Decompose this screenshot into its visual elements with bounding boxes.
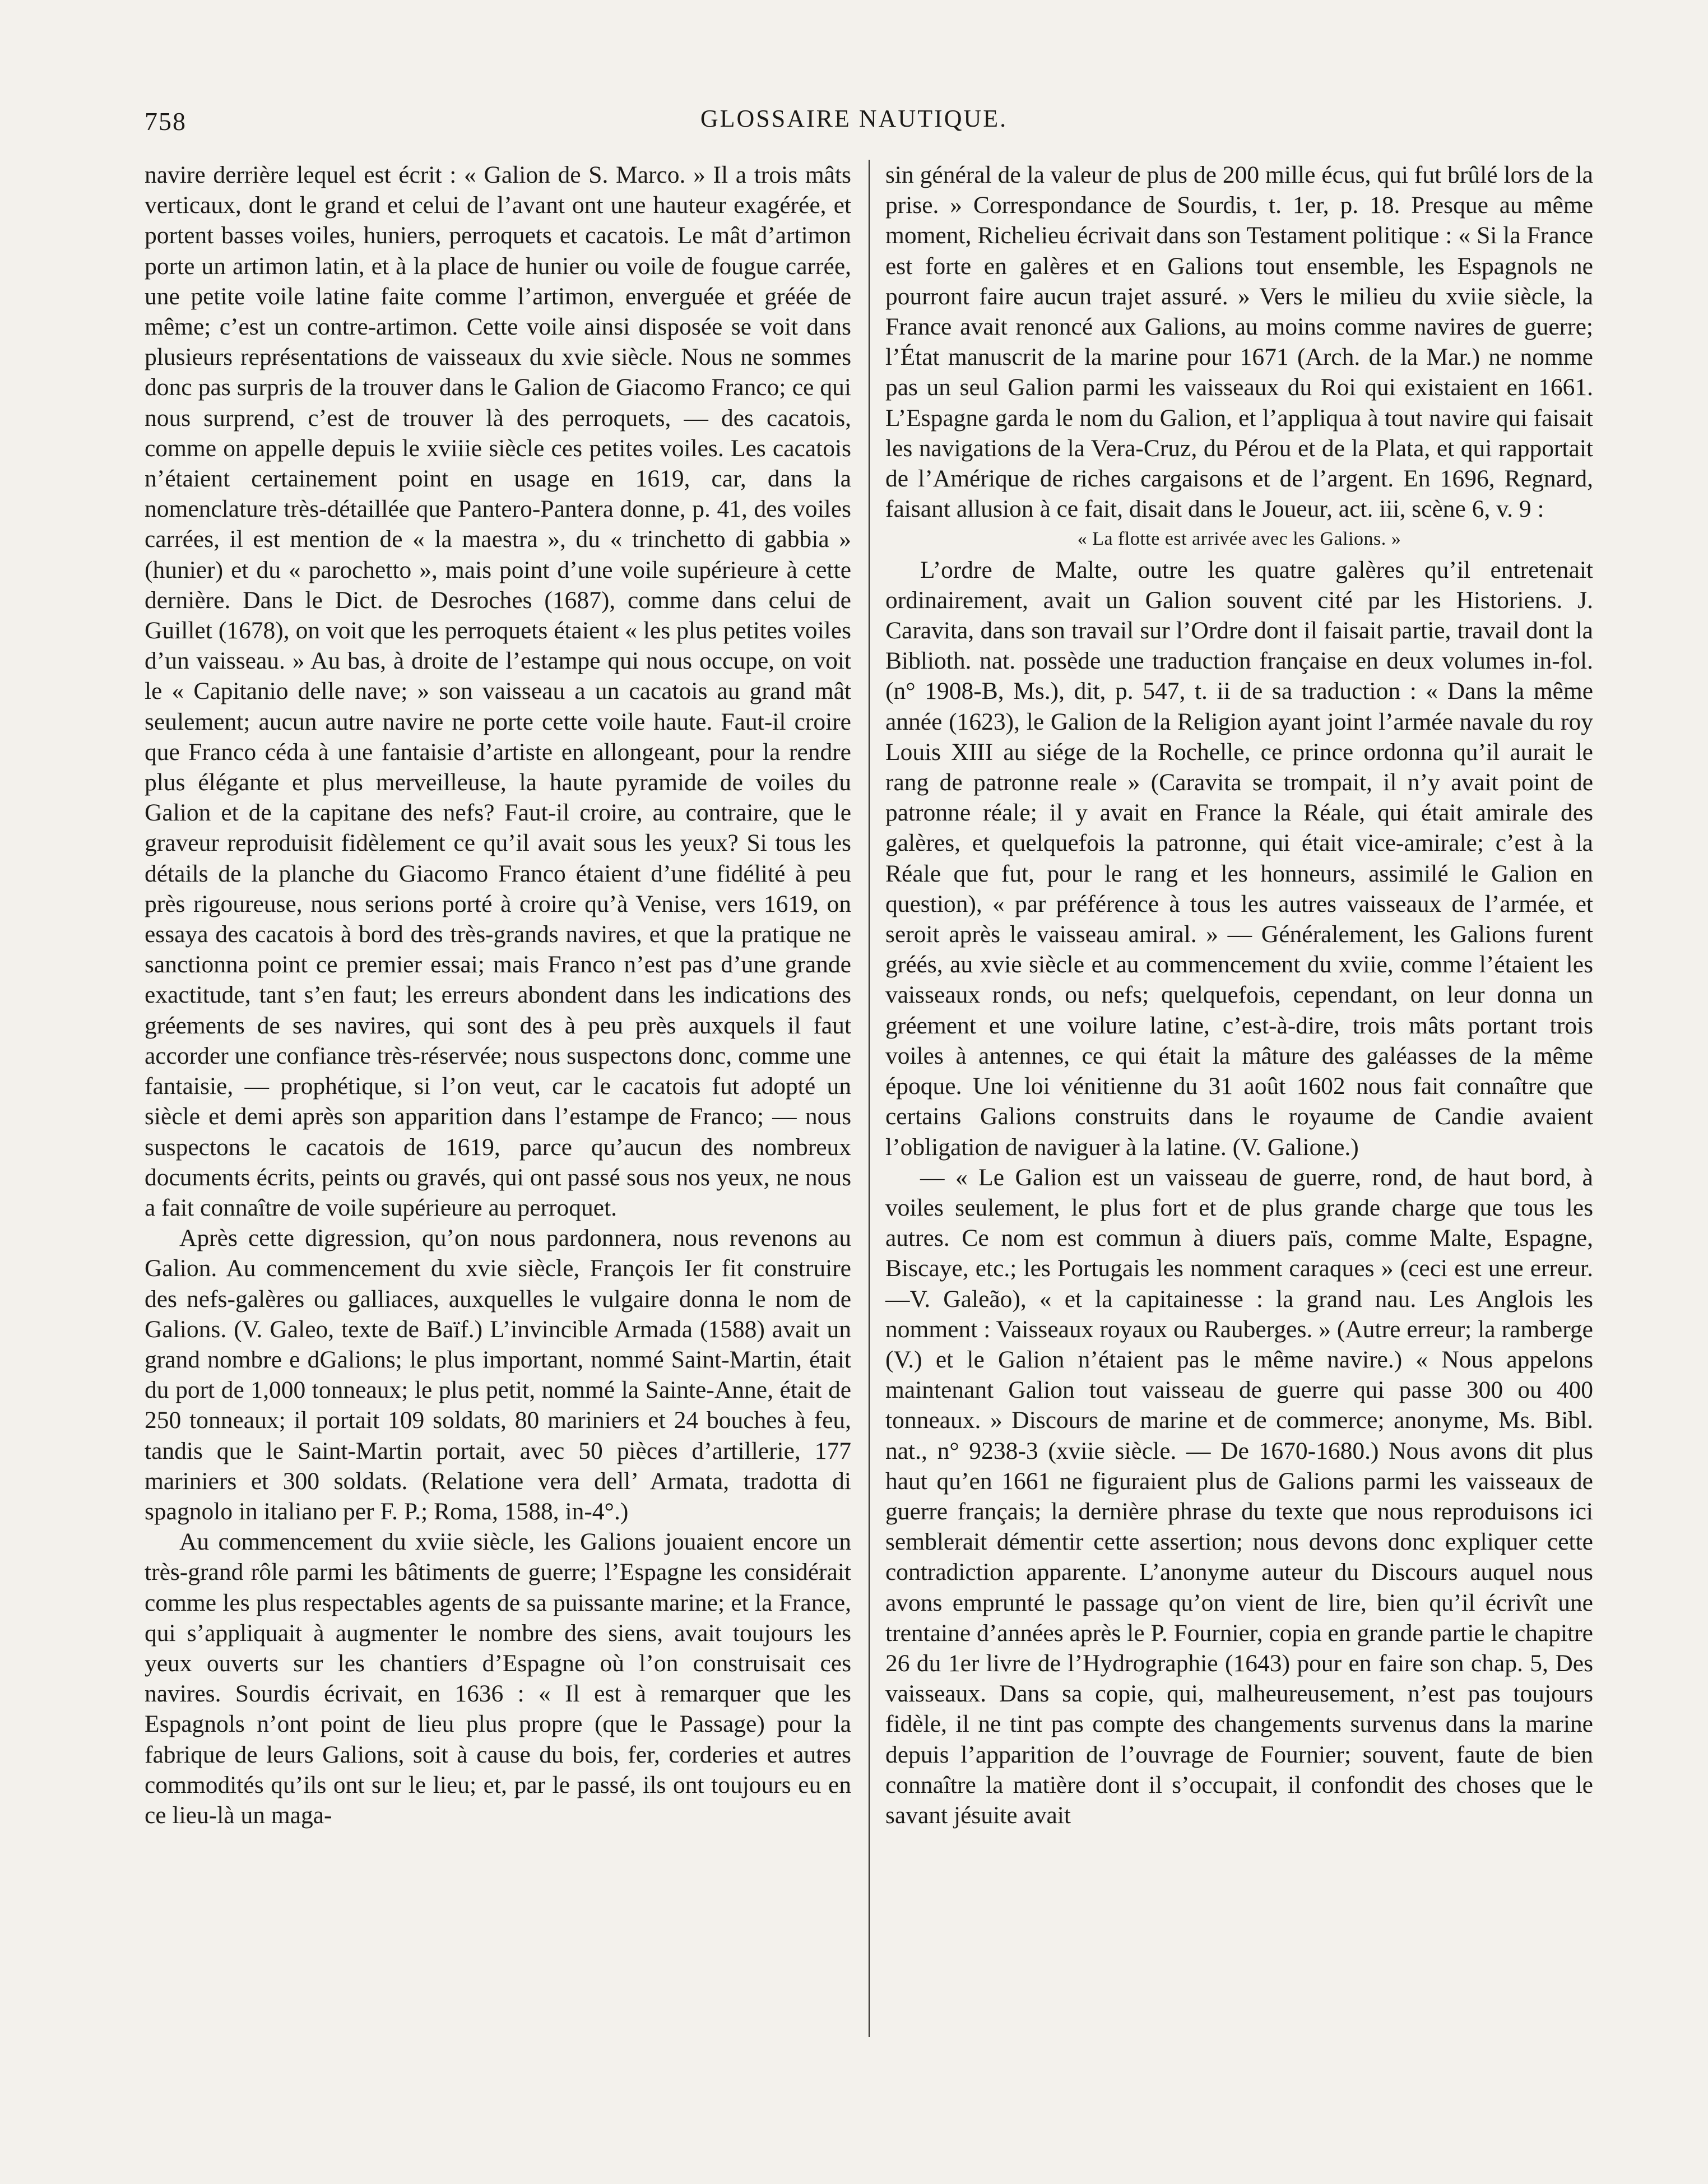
paragraph: Au commencement du xviie siècle, les Galions jouaient encore un très-grand rôle parmi les bâtiments de guerre; l’Espagne les considérait comme les plus respectables agents de sa puissante marine; et la France, qui s’appliquait à augmenter le nombre des siens, avait toujours les yeux ouverts sur les chantiers d’Espagne où l’on construisait ces navires. Sourdis écrivait, en 1636 : « Il est à remarquer que les Espagnols n’ont point de lieu plus propre (que le Passage) pour la fabrique de leurs Galions, soit à cause du bois, fer, corderies et autres commodités qu’ils ont sur le lieu; et, par le passé, ils ont toujours eu en ce lieu-là un maga- — [145, 1528, 851, 1829]
page-number: 758 — [145, 107, 187, 136]
left-column — [145, 160, 851, 1830]
verse-quotation: « La flotte est arrivée avec les Galions. » — [1077, 528, 1401, 550]
paragraph: navire derrière lequel est écrit : « Galion de S. Marco. » Il a trois mâts verticaux, dont le grand et celui de l’avant ont une hauteur exagérée, et portent basses voiles, huniers, perroquets et cacatois. Le mât d’artimon porte un artimon latin, et à la place de hunier ou voile de fougue carrée, une petite voile latine faite comme l’artimon, enverguée et gréée de même; c’est un contre-artimon. Cette voile ainsi disposée se voit dans plusieurs représentations de vaisseaux du xvie siècle. Nous ne sommes donc pas surpris de la trouver dans le Galion de Giacomo Franco; ce qui nous surprend, c’est de trouver là des perroquets, — des cacatois, comme on appelle depuis le xviiie siècle ces petites voiles. Les cacatois n’étaient certainement point en usage en 1619, car, dans la nomenclature très-détaillée que Pantero-Pantera donne, p. 41, des voiles carrées, il est mention de « la maestra », du « trinchetto di gabbia » (hunier) et du « parochetto », mais point d’une voile supérieure à cette dernière. Dans le Dict. de Desroches (1687), comme dans celui de Guillet (1678), on voit que les perroquets étaient « les plus petites voiles d’un vaisseau. » Au bas, à droite de l’estampe qui nous occupe, on voit le « Capitanio delle nave; » son vaisseau a un cacatois au grand mât seulement; aucun autre navire ne porte cette voile haute. Faut-il croire que Franco céda à une fantaisie d’artiste en allongeant, pour la rendre plus élégante et plus merveilleuse, la haute pyramide de voiles du Galion et de la capitane des nefs? Faut-il croire, au contraire, que le graveur reproduisit fidèlement ce qu’il avait sous les yeux? Si tous les détails de la planche du Giacomo Franco étaient d’une fidélité à peu près rigoureuse, nous serions porté à croire qu’à Venise, vers 1619, on essaya des cacatois à bord des très-grands navires, et que la pratique ne sanctionna point ce premier essai; mais Franco n’est pas d’une grande exactitude, tant s’en faut; les erreurs abondent dans les indications des gréements de ses navires, qui sont des à peu près auxquels il faut accorder une confiance très-réservée; nous suspectons donc, comme une fantaisie, — prophétique, si l’on veut, car le cacatois fut adopté un siècle et demi après son apparition dans l’estampe de Franco; — nous suspectons le cacatois de 1619, parce qu’aucun des nombreux documents écrits, peints ou gravés, qui ont passé sous nos yeux, ne nous a fait connaître de voile supérieure au perroquet. — [145, 161, 851, 1221]
running-head: GLOSSAIRE NAUTIQUE. — [700, 105, 1008, 132]
paragraph: L’ordre de Malte, outre les quatre galères qu’il entretenait ordinairement, avait un Galion souvent cité par les Historiens. J. Caravita, dans son travail sur l’Ordre dont il faisait partie, travail dont la Biblioth. nat. possède une traduction française en deux volumes in-fol. (n° 1908-B, Ms.), dit, p. 547, t. ii de sa traduction : « Dans la même année (1623), le Galion de la Religion ayant joint l’armée navale du roy Louis XIII au siége de la Rochelle, ce prince ordonna qu’il aurait le rang de patronne reale » (Caravita se trompait, il n’y avait point de patronne réale; il y avait en France la Réale, qui était amirale des galères, et quelquefois la patronne, qui était vice-amirale; c’est à la Réale que fut, pour le rang et les honneurs, assimilé le Galion en question), « par préférence à tous les autres vaisseaux de l’armée, et seroit après le vaisseau amiral. » — Généralement, les Galions furent gréés, au xvie siècle et au commencement du xviie, comme l’étaient les vaisseaux ronds, ou nefs; quelquefois, cependant, on leur donna un gréement et une voilure latine, c’est-à-dire, trois mâts portant trois voiles à antennes, ce qui était la mâture des galéasses de la même époque. Une loi vénitienne du 31 août 1602 nous fait connaître que certains Galions construits dans le royaume de Candie avaient l’obligation de naviguer à la latine. (V. Galione.) — [885, 556, 1593, 1161]
column-divider — [869, 160, 870, 2037]
paragraph: — « Le Galion est un vaisseau de guerre, rond, de haut bord, à voiles seulement, le plus fort et de plus grande charge que tous les autres. Ce nom est commun à diuers païs, comme Malte, Espagne, Biscaye, etc.; les Portugais les nomment caraques » (ceci est une erreur.—V. Galeão), « et la capitainesse : la grand nau. Les Anglois les nomment : Vaisseaux royaux ou Rauberges. » (Autre erreur; la ramberge (V.) et le Galion n’étaient pas le même navire.) « Nous appelons maintenant Galion tout vaisseau de guerre qui passe 300 ou 400 tonneaux. » Discours de marine et de commerce; anonyme, Ms. Bibl. nat., n° 9238-3 (xviie siècle. — De 1670-1680.) Nous avons dit plus haut qu’en 1661 ne figuraient plus de Galions parmi les vaisseaux de guerre français; la dernière phrase du texte que nous reproduisons ici semblerait démentir cette assertion; nous devons donc expliquer cette contradiction apparente. L’anonyme auteur du Discours auquel nous avons emprunté le passage qu’on vient de lire, bien qu’il écrivît une trentaine d’années après le P. Fournier, copia en grande partie le chapitre 26 du 1er livre de l’Hydrographie (1643) pour en faire son chap. 5, Des vaisseaux. Dans sa copie, qui, malheureusement, n’est pas toujours fidèle, il ne tint pas compte des changements survenus dans la marine depuis l’apparition de l’ouvrage de Fournier; souvent, faute de bien connaître la matière dont il s’occupait, il confondit des choses que le savant jésuite avait — [885, 1163, 1593, 1829]
right-column — [885, 160, 1593, 1830]
paragraph: Après cette digression, qu’on nous pardonnera, nous revenons au Galion. Au commencement du xvie siècle, François Ier fit construire des nefs-galères ou galliaces, auxquelles le vulgaire donna le nom de Galions. (V. Galeo, texte de Baïf.) L’invincible Armada (1588) avait un grand nombre e dGalions; le plus important, nommé Saint-Martin, était du port de 1,000 tonneaux; le plus petit, nommé la Sainte-Anne, était de 250 tonneaux; il portait 109 soldats, 80 mariniers et 24 bouches à feu, tandis que le Saint-Martin portait, avec 50 pièces d’artillerie, 177 mariniers et 300 soldats. (Relatione vera dell’ Armata, tradotta di spagnolo in italiano per F. P.; Roma, 1588, in-4°.) — [145, 1225, 851, 1525]
paragraph: sin général de la valeur de plus de 200 mille écus, qui fut brûlé lors de la prise. » Correspondance de Sourdis, t. 1er, p. 18. Presque au même moment, Richelieu écrivait dans son Testament politique : « Si la France est forte en galères et en Galions tout ensemble, les Espagnols ne pourront faire aucun trajet assuré. » Vers le milieu du xviie siècle, la France avait renoncé aux Galions, au moins comme navires de guerre; l’État manuscrit de la marine pour 1671 (Arch. de la Mar.) ne nomme pas un seul Galion parmi les vaisseaux du Roi qui existaient en 1661. L’Espagne garda le nom du Galion, et l’appliqua à tout navire qui faisait les navigations de la Vera-Cruz, du Pérou et de la Plata, et qui rapportait de l’Amérique de riches cargaisons et de l’argent. En 1696, Regnard, faisant allusion à ce fait, disait dans le Joueur, act. iii, scène 6, v. 9 : — [885, 161, 1593, 523]
